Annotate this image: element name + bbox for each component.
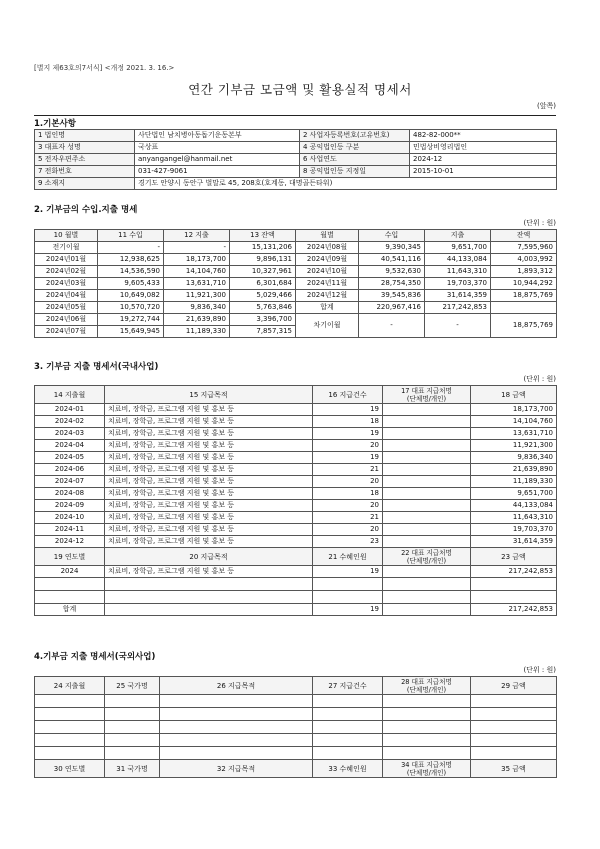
expense-cell: 9,651,700 [425, 242, 491, 254]
section2-unit: (단위 : 원) [523, 219, 556, 227]
empty-cell [313, 734, 383, 747]
balance-cell: 6,301,684 [230, 278, 296, 290]
empty-cell [383, 578, 471, 591]
month-row [35, 302, 557, 314]
yearly-row [35, 566, 557, 578]
header-line: 17 대표 지급처명 [401, 386, 452, 395]
income-cell: 28,754,350 [359, 278, 425, 290]
month-cell: 2024년04월 [35, 290, 98, 302]
expense-row [35, 524, 557, 536]
header-row [35, 230, 557, 242]
income-cell: 10,649,082 [98, 290, 164, 302]
count-cell: 20 [313, 476, 383, 488]
amount-cell: 11,643,310 [471, 512, 557, 524]
header-row [35, 677, 557, 695]
recipient-cell [383, 500, 471, 512]
recipient-cell [383, 452, 471, 464]
income-cell: 9,390,345 [359, 242, 425, 254]
month-row [35, 278, 557, 290]
column-header: 10 월별 [35, 230, 98, 242]
expense-cell: 19,703,370 [425, 278, 491, 290]
empty-cell [35, 721, 105, 734]
empty-cell [313, 695, 383, 708]
recipient-cell [383, 440, 471, 452]
empty-cell [383, 591, 471, 604]
month-cell: 2024-02 [35, 416, 105, 428]
empty-row [35, 578, 557, 591]
count-cell: 20 [313, 500, 383, 512]
month-cell: 2024년12월 [296, 290, 359, 302]
column-header: 지출 [425, 230, 491, 242]
empty-row [35, 747, 557, 760]
empty-cell [471, 734, 557, 747]
empty-cell [313, 721, 383, 734]
empty-cell [105, 591, 313, 604]
empty-cell [383, 747, 471, 760]
balance-cell: 7,857,315 [230, 326, 296, 338]
header-row [35, 548, 557, 566]
month-cell: 2024년02월 [35, 266, 98, 278]
expense-cell: 44,133,084 [425, 254, 491, 266]
field-label: 2 사업자등록번호(고유번호) [300, 130, 410, 142]
basic-info-row [35, 142, 557, 154]
empty-cell [160, 747, 313, 760]
amount-cell: 9,651,700 [471, 488, 557, 500]
empty-row [35, 708, 557, 721]
field-label: 3 대표자 성명 [35, 142, 135, 154]
expense-cell: 11,921,300 [164, 290, 230, 302]
income-cell: 19,272,744 [98, 314, 164, 326]
year-cell: 2024 [35, 566, 105, 578]
month-row [35, 290, 557, 302]
empty-cell [35, 708, 105, 721]
field-label: 8 공익법인등 지정일 [300, 166, 410, 178]
column-header: 월별 [296, 230, 359, 242]
count-cell: 18 [313, 416, 383, 428]
amount-cell: 13,631,710 [471, 428, 557, 440]
empty-cell [35, 591, 105, 604]
column-header [383, 760, 471, 778]
field-label: 6 사업연도 [300, 154, 410, 166]
expense-row [35, 452, 557, 464]
empty-cell [105, 721, 160, 734]
empty-cell [160, 721, 313, 734]
total-label: 합계 [296, 302, 359, 314]
month-cell: 2024-08 [35, 488, 105, 500]
month-cell: 2024년06월 [35, 314, 98, 326]
header-line: (단체명/개인) [406, 556, 447, 565]
month-cell: 2024-04 [35, 440, 105, 452]
field-label: 1 법인명 [35, 130, 135, 142]
income-cell: 40,541,116 [359, 254, 425, 266]
column-header: 12 지출 [164, 230, 230, 242]
column-header: 35 금액 [471, 760, 557, 778]
balance-cell: 10,327,961 [230, 266, 296, 278]
column-header: 31 국가명 [105, 760, 160, 778]
column-header: 16 지급건수 [313, 386, 383, 404]
total-income: 220,967,416 [359, 302, 425, 314]
amount-cell: 31,614,359 [471, 536, 557, 548]
column-header: 27 지급건수 [313, 677, 383, 695]
count-cell: 21 [313, 512, 383, 524]
purpose-cell: 치료비, 장학금, 프로그램 지원 및 홍보 등 [105, 440, 313, 452]
column-header: 15 지급목적 [105, 386, 313, 404]
recipient-cell [383, 464, 471, 476]
total-expense: 217,242,853 [425, 302, 491, 314]
column-header [383, 386, 471, 404]
field-value: 사단법인 남치병아동돕기운동본부 [135, 130, 300, 142]
month-row [35, 254, 557, 266]
recipient-cell [383, 512, 471, 524]
purpose-cell: 치료비, 장학금, 프로그램 지원 및 홍보 등 [105, 512, 313, 524]
count-cell: 20 [313, 524, 383, 536]
empty-cell [471, 708, 557, 721]
amount-cell: 21,639,890 [471, 464, 557, 476]
empty-cell [105, 747, 160, 760]
count-cell: 20 [313, 440, 383, 452]
header-line: (단체명/개인) [406, 685, 447, 694]
balance-cell: 9,896,131 [230, 254, 296, 266]
basic-info-row [35, 166, 557, 178]
carry-expense: - [425, 314, 491, 338]
empty-cell [105, 604, 313, 616]
count-cell: 19 [313, 428, 383, 440]
field-value: 2024-12 [410, 154, 557, 166]
empty-cell [35, 695, 105, 708]
overseas-expense-table [34, 676, 557, 778]
month-cell: 2024-07 [35, 476, 105, 488]
month-cell: 2024년08월 [296, 242, 359, 254]
expense-row [35, 512, 557, 524]
income-cell: - [98, 242, 164, 254]
basic-info-row [35, 154, 557, 166]
empty-cell [471, 591, 557, 604]
expense-cell: 21,639,890 [164, 314, 230, 326]
carry-income: - [359, 314, 425, 338]
count-cell: 19 [313, 404, 383, 416]
recipient-cell [383, 524, 471, 536]
column-header [383, 677, 471, 695]
field-label: 5 전자우편주소 [35, 154, 135, 166]
income-cell: 39,545,836 [359, 290, 425, 302]
income-cell: 12,938,625 [98, 254, 164, 266]
balance-cell: 5,763,846 [230, 302, 296, 314]
header-row [35, 760, 557, 778]
month-cell: 2024-12 [35, 536, 105, 548]
count-cell: 21 [313, 464, 383, 476]
month-cell: 2024년01월 [35, 254, 98, 266]
expense-row [35, 536, 557, 548]
empty-row [35, 591, 557, 604]
amount-cell: 18,173,700 [471, 404, 557, 416]
field-value: 국상표 [135, 142, 300, 154]
recipient-cell [383, 428, 471, 440]
empty-cell [160, 708, 313, 721]
expense-cell: 13,631,710 [164, 278, 230, 290]
balance-cell: 7,595,960 [491, 242, 557, 254]
month-cell: 2024-11 [35, 524, 105, 536]
field-label: 9 소재지 [35, 178, 135, 190]
month-cell: 2024-05 [35, 452, 105, 464]
column-header: 25 국가명 [105, 677, 160, 695]
carry-balance: 18,875,769 [491, 314, 557, 338]
purpose-cell: 치료비, 장학금, 프로그램 지원 및 홍보 등 [105, 524, 313, 536]
column-header: 13 잔액 [230, 230, 296, 242]
income-cell: 14,536,590 [98, 266, 164, 278]
empty-cell [35, 578, 105, 591]
expense-row [35, 488, 557, 500]
expense-row [35, 464, 557, 476]
month-cell: 2024년10월 [296, 266, 359, 278]
expense-row [35, 416, 557, 428]
income-cell: 9,532,630 [359, 266, 425, 278]
header-line: (단체명/개인) [406, 394, 447, 403]
field-value: anyangangel@hanmail.net [135, 154, 300, 166]
income-cell: 15,649,945 [98, 326, 164, 338]
field-label: 4 공익법인등 구분 [300, 142, 410, 154]
amount-cell: 217,242,853 [471, 566, 557, 578]
total-balance [491, 302, 557, 314]
balance-cell: 5,029,466 [230, 290, 296, 302]
empty-cell [383, 734, 471, 747]
total-label: 합계 [35, 604, 105, 616]
purpose-cell: 치료비, 장학금, 프로그램 지원 및 홍보 등 [105, 566, 313, 578]
empty-row [35, 734, 557, 747]
column-header: 14 지출월 [35, 386, 105, 404]
expense-cell: 9,836,340 [164, 302, 230, 314]
balance-cell: 15,131,206 [230, 242, 296, 254]
purpose-cell: 치료비, 장학금, 프로그램 지원 및 홍보 등 [105, 476, 313, 488]
column-header: 24 지출월 [35, 677, 105, 695]
section3-heading: 3. 기부금 지출 명세서(국내사업) [34, 362, 159, 372]
expense-cell: 14,104,760 [164, 266, 230, 278]
purpose-cell: 치료비, 장학금, 프로그램 지원 및 홍보 등 [105, 428, 313, 440]
expense-row [35, 440, 557, 452]
total-amount: 217,242,853 [471, 604, 557, 616]
month-cell: 전기이월 [35, 242, 98, 254]
field-label: 7 전화번호 [35, 166, 135, 178]
empty-cell [383, 604, 471, 616]
empty-cell [471, 695, 557, 708]
column-header: 23 금액 [471, 548, 557, 566]
field-value: 031-427-9061 [135, 166, 300, 178]
amount-cell: 11,189,330 [471, 476, 557, 488]
field-value: 2015-10-01 [410, 166, 557, 178]
month-row [35, 266, 557, 278]
empty-cell [383, 695, 471, 708]
recipient-cell [383, 416, 471, 428]
header-line: 28 대표 지급처명 [401, 677, 452, 686]
total-count: 19 [313, 604, 383, 616]
balance-cell: 1,893,312 [491, 266, 557, 278]
empty-cell [383, 708, 471, 721]
month-row [35, 242, 557, 254]
expense-cell: 11,189,330 [164, 326, 230, 338]
form-number: [별지 제63호의7서식] <개정 2021. 3. 16.> [34, 64, 175, 72]
empty-cell [160, 695, 313, 708]
empty-cell [471, 721, 557, 734]
balance-cell: 18,875,769 [491, 290, 557, 302]
column-header: 26 지급목적 [160, 677, 313, 695]
expense-row [35, 404, 557, 416]
column-header: 수입 [359, 230, 425, 242]
expense-cell: 18,173,700 [164, 254, 230, 266]
count-cell: 19 [313, 452, 383, 464]
column-header: 30 연도별 [35, 760, 105, 778]
empty-cell [471, 747, 557, 760]
income-expense-table [34, 229, 557, 338]
empty-cell [160, 734, 313, 747]
field-value: 482-82-000** [410, 130, 557, 142]
domestic-expense-table [34, 385, 557, 616]
purpose-cell: 치료비, 장학금, 프로그램 지원 및 홍보 등 [105, 404, 313, 416]
section4-unit: (단위 : 원) [523, 666, 556, 674]
empty-cell [105, 708, 160, 721]
recipient-cell [383, 488, 471, 500]
recipient-cell [383, 566, 471, 578]
balance-cell: 10,944,292 [491, 278, 557, 290]
month-cell: 2024-10 [35, 512, 105, 524]
purpose-cell: 치료비, 장학금, 프로그램 지원 및 홍보 등 [105, 452, 313, 464]
balance-cell: 4,003,992 [491, 254, 557, 266]
carry-label: 차기이월 [296, 314, 359, 338]
amount-cell: 11,921,300 [471, 440, 557, 452]
page-side-note: (앞쪽) [537, 102, 556, 110]
month-cell: 2024-03 [35, 428, 105, 440]
empty-cell [383, 721, 471, 734]
header-line: 34 대표 지급처명 [401, 760, 452, 769]
basic-info-row [35, 178, 557, 190]
empty-row [35, 695, 557, 708]
month-cell: 2024년11월 [296, 278, 359, 290]
header-line: 22 대표 지급처명 [401, 548, 452, 557]
column-header: 19 연도별 [35, 548, 105, 566]
empty-row [35, 721, 557, 734]
column-header: 20 지급목적 [105, 548, 313, 566]
expense-row [35, 428, 557, 440]
empty-cell [105, 695, 160, 708]
count-cell: 23 [313, 536, 383, 548]
document-title: 연간 기부금 모금액 및 활용실적 명세서 [188, 82, 412, 97]
basic-info-row [35, 130, 557, 142]
purpose-cell: 치료비, 장학금, 프로그램 지원 및 홍보 등 [105, 464, 313, 476]
section2-heading: 2. 기부금의 수입.지출 명세 [34, 205, 138, 215]
field-value: 민법상비영리법인 [410, 142, 557, 154]
empty-cell [35, 747, 105, 760]
empty-cell [471, 578, 557, 591]
divider [34, 115, 556, 116]
recipient-cell [383, 404, 471, 416]
recipient-cell [383, 476, 471, 488]
amount-cell: 9,836,340 [471, 452, 557, 464]
count-cell: 18 [313, 488, 383, 500]
column-header: 33 수혜인원 [313, 760, 383, 778]
empty-cell [35, 734, 105, 747]
month-cell: 2024-09 [35, 500, 105, 512]
total-row [35, 604, 557, 616]
expense-cell: 11,643,310 [425, 266, 491, 278]
section4-heading: 4.기부금 지출 명세서(국외사업) [34, 652, 156, 662]
section3-unit: (단위 : 원) [523, 375, 556, 383]
balance-cell: 3,396,700 [230, 314, 296, 326]
month-cell: 2024-06 [35, 464, 105, 476]
empty-cell [105, 578, 313, 591]
column-header [383, 548, 471, 566]
expense-row [35, 476, 557, 488]
amount-cell: 19,703,370 [471, 524, 557, 536]
purpose-cell: 치료비, 장학금, 프로그램 지원 및 홍보 등 [105, 488, 313, 500]
empty-cell [313, 747, 383, 760]
section1-heading: 1.기본사항 [34, 119, 76, 129]
month-cell: 2024-01 [35, 404, 105, 416]
expense-cell: 31,614,359 [425, 290, 491, 302]
column-header: 29 금액 [471, 677, 557, 695]
column-header: 21 수혜인원 [313, 548, 383, 566]
month-cell: 2024년07월 [35, 326, 98, 338]
month-row [35, 314, 557, 326]
column-header: 11 수입 [98, 230, 164, 242]
empty-cell [313, 578, 383, 591]
empty-cell [105, 734, 160, 747]
month-cell: 2024년03월 [35, 278, 98, 290]
expense-cell: - [164, 242, 230, 254]
recipient-cell [383, 536, 471, 548]
purpose-cell: 치료비, 장학금, 프로그램 지원 및 홍보 등 [105, 416, 313, 428]
column-header: 잔액 [491, 230, 557, 242]
header-row [35, 386, 557, 404]
expense-row [35, 500, 557, 512]
empty-cell [313, 591, 383, 604]
income-cell: 10,570,720 [98, 302, 164, 314]
column-header: 32 지급목적 [160, 760, 313, 778]
empty-cell [313, 708, 383, 721]
income-cell: 9,605,433 [98, 278, 164, 290]
purpose-cell: 치료비, 장학금, 프로그램 지원 및 홍보 등 [105, 536, 313, 548]
basic-info-table [34, 129, 557, 190]
purpose-cell: 치료비, 장학금, 프로그램 지원 및 홍보 등 [105, 500, 313, 512]
header-line: (단체명/개인) [406, 768, 447, 777]
field-value: 경기도 안양시 동안구 벌말로 45, 208호(호계동, 대명골든타워) [135, 178, 557, 190]
column-header: 18 금액 [471, 386, 557, 404]
month-cell: 2024년05월 [35, 302, 98, 314]
month-cell: 2024년09월 [296, 254, 359, 266]
amount-cell: 14,104,760 [471, 416, 557, 428]
amount-cell: 44,133,084 [471, 500, 557, 512]
count-cell: 19 [313, 566, 383, 578]
